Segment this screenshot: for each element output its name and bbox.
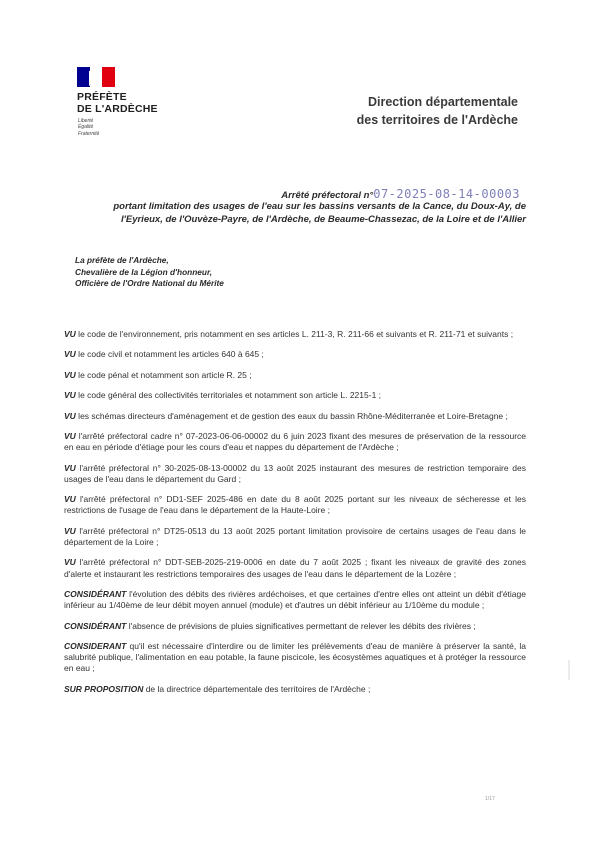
signatory-line-2: Chevalière de la Légion d'honneur, <box>75 266 213 277</box>
paragraph-text: l'arrêté préfectoral n° 30-2025-08-13-00002 du 13 août 2025 instaurant des mesures de restriction temporaire des usages de l'eau dans le département du Gard ; <box>64 462 526 484</box>
visa-paragraph <box>64 390 526 401</box>
prefecture-name <box>77 92 158 115</box>
visa-paragraph <box>64 463 526 485</box>
paragraph-keyword: VU <box>64 369 76 380</box>
visa-paragraph <box>64 431 526 453</box>
arrete-title <box>0 187 520 201</box>
paragraph-keyword: VU <box>64 462 76 473</box>
considerant-paragraph <box>64 589 526 611</box>
paragraph-keyword: VU <box>64 557 76 568</box>
paragraph-text: l'arrêté préfectoral n° DDT-SEB-2025-219-0006 en date du 7 août 2025 ; fixant les niveaux de gravité des zones d'alerte et instaurant les restrictions temporaires des usages de l'eau dans le département de la Lozère ; <box>64 557 526 579</box>
motto-fraternite: Fraternité <box>78 130 100 137</box>
paragraph-text: l'évolution des débits des rivières ardéchoises, et que certaines d'entre elles ont atteint un débit d'étiage inférieur au 1/40ème de leur débit moyen annuel (module) et d'autres un débit inférieur au 1/10ème du module ; <box>64 588 526 611</box>
visa-paragraph <box>64 411 526 422</box>
signatory-line-1: La préfète de l'Ardèche, <box>75 255 169 265</box>
visa-paragraph <box>64 329 526 340</box>
scan-artifact <box>568 660 570 680</box>
considerant-paragraph <box>64 641 526 675</box>
visa-paragraph <box>64 557 526 579</box>
arrete-label: Arrêté préfectoral n° <box>281 190 374 201</box>
visas-and-considerations <box>64 329 526 704</box>
paragraph-keyword: CONSIDÉRANT <box>64 620 127 631</box>
arrete-number-handwritten: 07-2025-08-14-00003 <box>373 187 520 201</box>
paragraph-keyword: VU <box>64 329 76 339</box>
paragraph-text: les schémas directeurs d'aménagement et de gestion des eaux du bassin Rhône-Méditerranée et Loire-Bretagne ; <box>75 410 508 421</box>
motto-liberte: Liberté <box>78 118 94 124</box>
paragraph-text: l'arrêté préfectoral cadre n° 07-2023-06-06-00002 du 6 juin 2023 fixant des mesures de préservation de la ressource en eau en période d'étiage pour les cours d'eau et nappes du département de l'Ardèche ; <box>64 430 526 453</box>
motto-egalite: Égalité <box>78 124 94 131</box>
visa-paragraph <box>64 370 526 381</box>
paragraph-keyword: VU <box>64 525 76 536</box>
republic-motto <box>78 118 99 137</box>
visa-paragraph <box>64 349 526 360</box>
paragraph-keyword: VU <box>64 430 76 441</box>
paragraph-keyword: CONSIDERANT <box>64 640 127 651</box>
paragraph-text: le code de l'environnement, pris notamment en ses articles L. 211-3, R. 211-66 et suivants et R. 211-71 et suivants ; <box>75 329 514 339</box>
paragraph-text: de la directrice départementale des territoires de l'Ardèche ; <box>143 683 371 694</box>
paragraph-text: le code général des collectivités territoriales et notamment son article L. 2215-1 ; <box>75 390 382 401</box>
signatory-line-3: Officière de l'Ordre National du Mérite <box>75 278 224 288</box>
marianne-flag-icon <box>77 67 115 87</box>
paragraph-keyword: VU <box>64 390 76 401</box>
direction-heading <box>338 93 518 129</box>
arrete-subject: portant limitation des usages de l'eau sur les bassins versants de la Cance, du Doux-Ay, de l'Eyrieux, de l'Ouvèze-Payre, de l'Ardèche, de Beaume-Chassezac, de la Loire et de l'Allier <box>113 201 526 225</box>
visa-paragraph <box>64 494 526 516</box>
paragraph-keyword: VU <box>64 410 76 421</box>
paragraph-text: qu'il est nécessaire d'interdire ou de limiter les prélèvements d'eau de manière à préserver la santé, la salubrité publique, l'alimentation en eau potable, la faune piscicole, les écosystèmes aquatiques et à protéger la ressource en eau ; <box>64 640 526 674</box>
paragraph-text: l'arrêté préfectoral n° DD1-SEF 2025-486 en date du 8 août 2025 portant sur les niveaux de sécheresse et les restrictions de l'usage de l'eau dans le département de la Haute-Loire ; <box>64 494 526 516</box>
signatory-block <box>75 255 224 290</box>
proposition-paragraph <box>64 684 526 695</box>
prefecture-line-1: PRÉFÈTE <box>77 91 127 103</box>
visa-paragraph <box>64 526 526 548</box>
direction-line-1: Direction départementale <box>367 95 518 109</box>
considerant-paragraph <box>64 621 526 632</box>
paragraph-text: le code pénal et notamment son article R. 25 ; <box>75 369 252 380</box>
prefecture-line-2: DE L'ARDÈCHE <box>77 102 158 115</box>
paragraph-text: l'arrêté préfectoral n° DT25-0513 du 13 août 2025 portant limitation provisoire de certains usages de l'eau dans le département de la Loire ; <box>64 525 526 547</box>
paragraph-keyword: SUR PROPOSITION <box>64 683 144 694</box>
paragraph-keyword: VU <box>64 494 76 505</box>
paragraph-keyword: CONSIDÉRANT <box>64 588 127 599</box>
paragraph-text: l'absence de prévisions de pluies significatives permettant de relever les débits des rivières ; <box>126 620 476 631</box>
page-number: 1/17 <box>485 796 495 802</box>
paragraph-keyword: VU <box>64 349 76 360</box>
direction-line-2: des territoires de l'Ardèche <box>356 113 518 127</box>
paragraph-text: le code civil et notamment les articles 640 à 645 ; <box>75 349 264 360</box>
